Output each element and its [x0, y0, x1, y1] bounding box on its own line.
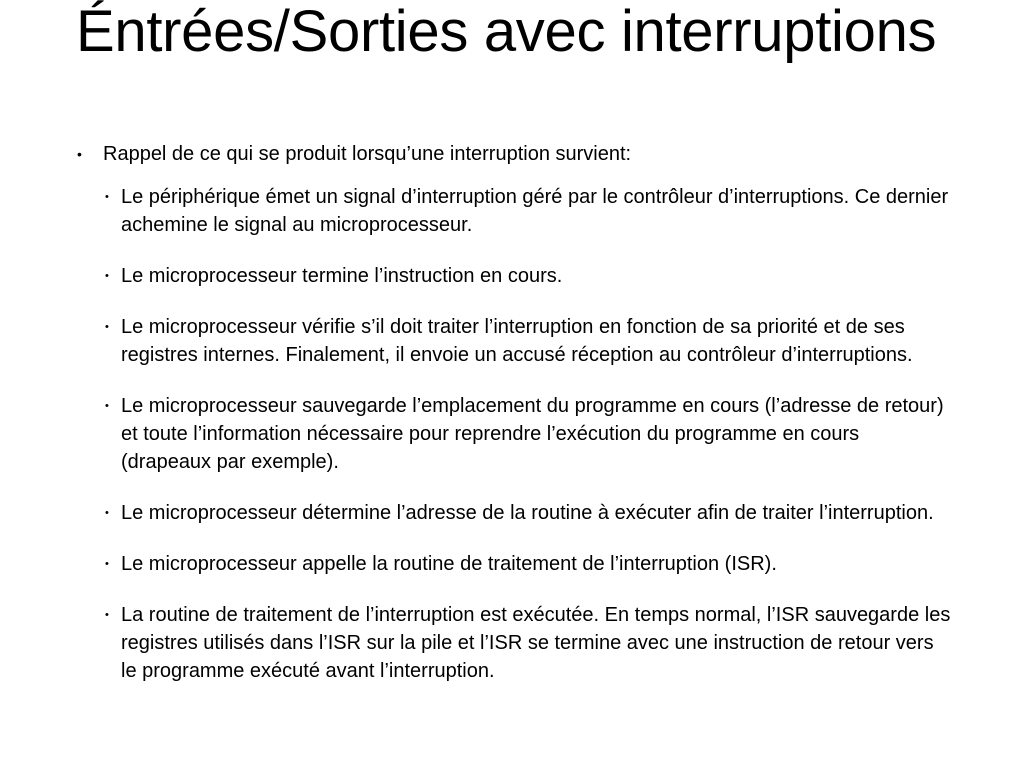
bullet-icon: •	[105, 270, 109, 282]
list-item	[105, 499, 951, 527]
bullet-icon: •	[105, 507, 109, 519]
bullet-icon: •	[105, 609, 109, 621]
intro-text: Rappel de ce qui se produit lorsqu’une interruption survient:	[103, 143, 632, 165]
bullet-icon: •	[105, 191, 109, 203]
step-list	[105, 183, 951, 708]
bullet-icon: •	[105, 558, 109, 570]
list-item-text: Le microprocesseur appelle la routine de traitement de l’interruption (ISR).	[121, 553, 777, 575]
list-item-text: Le microprocesseur termine l’instruction en cours.	[121, 265, 563, 287]
list-item-text: Le périphérique émet un signal d’interruption géré par le contrôleur d’interruptions. Ce dernier achemine le signal au microprocesseur.	[121, 186, 949, 236]
list-item-text: Le microprocesseur détermine l’adresse de la routine à exécuter afin de traiter l’interruption.	[121, 502, 934, 524]
list-item	[105, 550, 951, 578]
bullet-icon: •	[77, 146, 82, 162]
slide-title: Éntrées/Sorties avec interruptions	[76, 0, 937, 64]
list-item	[105, 313, 951, 369]
list-item-text: Le microprocesseur sauvegarde l’emplacement du programme en cours (l’adresse de retour) et toute l’information nécessaire pour reprendre l’exécution du programme en cours (drapeaux par exemple).	[121, 395, 944, 473]
list-item-text: Le microprocesseur vérifie s’il doit traiter l’interruption en fonction de sa priorité et de ses registres internes. Finalement, il envoie un accusé réception au contrôleur d’interruptions.	[121, 316, 913, 366]
bullet-icon: •	[105, 400, 109, 412]
list-item	[105, 601, 951, 685]
list-item	[105, 183, 951, 239]
list-item	[105, 262, 951, 290]
list-item-text: La routine de traitement de l’interruption est exécutée. En temps normal, l’ISR sauvegarde les registres utilisés dans l’ISR sur la pile et l’ISR se termine avec une instruction de retour vers le programme exécuté avant l’interruption.	[121, 604, 951, 682]
bullet-icon: •	[105, 321, 109, 333]
list-item	[105, 392, 951, 476]
